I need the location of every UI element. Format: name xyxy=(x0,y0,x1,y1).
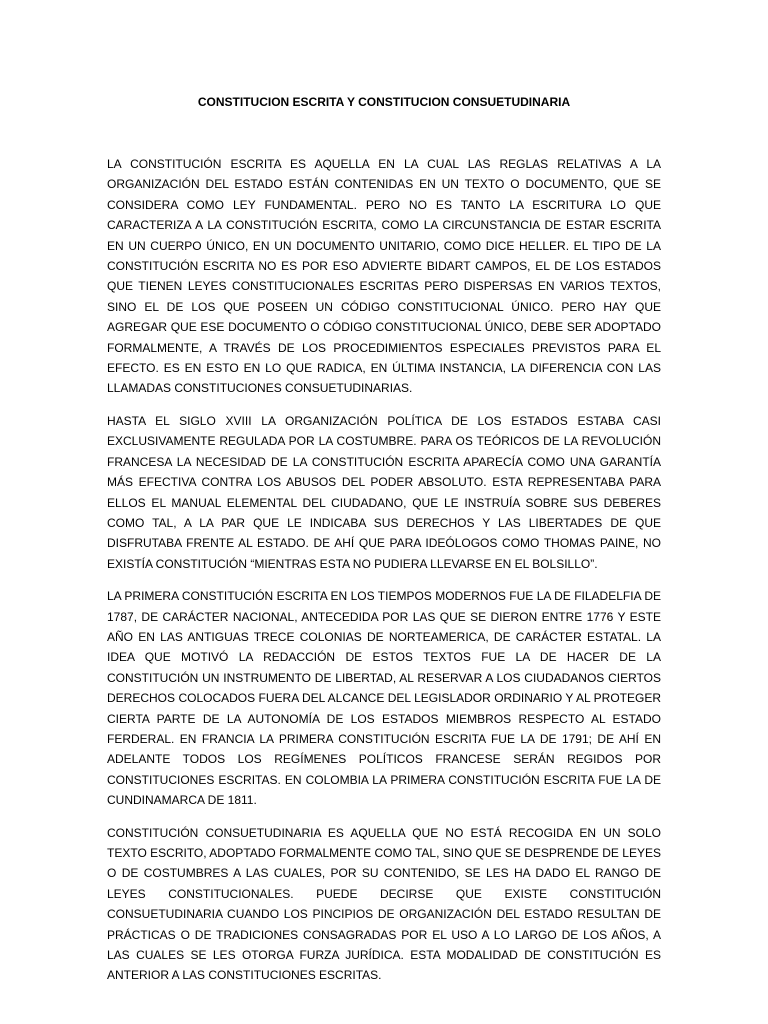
paragraph-siglo-xviii: HASTA EL SIGLO XVIII LA ORGANIZACIÓN POLÍTICA DE LOS ESTADOS ESTABA CASI EXCLUSIVAMENTE REGULADA POR LA COSTUMBRE. PARA OS TEÓRICOS DE LA REVOLUCIÓN FRANCESA LA NECESIDAD DE LA CONSTITUCIÓN ESCRITA APARECÍA COMO UNA GARANTÍA MÁS EFECTIVA CONTRA LOS ABUSOS DEL PODER ABSOLUTO. ESTA REPRESENTABA PARA ELLOS EL MANUAL ELEMENTAL DEL CIUDADANO, QUE LE INSTRUÍA SOBRE SUS DEBERES COMO TAL, A LA PAR QUE LE INDICABA SUS DERECHOS Y LAS LIBERTADES DE QUE DISFRUTABA FRENTE AL ESTADO. DE AHÍ QUE PARA IDEÓLOGOS COMO THOMAS PAINE, NO EXISTÍA CONSTITUCIÓN “MIENTRAS ESTA NO PUDIERA LLEVARSE EN EL BOLSILLO”. xyxy=(107,413,661,571)
paragraph-constitucion-consuetudinaria: CONSTITUCIÓN CONSUETUDINARIA ES AQUELLA QUE NO ESTÁ RECOGIDA EN UN SOLO TEXTO ESCRITO, ADOPTADO FORMALMENTE COMO TAL, SINO QUE SE DESPRENDE DE LEYES O DE COSTUMBRES A LAS CUALES, POR SU CONTENIDO, SE LES HA DADO EL RANGO DE LEYES CONSTITUCIONALES. PUEDE DECIRSE QUE EXISTE CONSTITUCIÓN CONSUETUDINARIA CUANDO LOS PINCIPIOS DE ORGANIZACIÓN DEL ESTADO RESULTAN DE PRÁCTICAS O DE TRADICIONES CONSAGRADAS POR EL USO A LO LARGO DE LOS AÑOS, A LAS CUALES SE LES OTORGA FURZA JURÍDICA. ESTA MODALIDAD DE CONSTITUCIÓN ES ANTERIOR A LAS CONSTITUCIONES ESCRITAS. xyxy=(107,825,661,983)
paragraph-primera-constitucion: LA PRIMERA CONSTITUCIÓN ESCRITA EN LOS TIEMPOS MODERNOS FUE LA DE FILADELFIA DE 1787, DE CARÁCTER NACIONAL, ANTECEDIDA POR LAS QUE SE DIERON ENTRE 1776 Y ESTE AÑO EN LAS ANTIGUAS TRECE COLONIAS DE NORTEAMERICA, DE CARÁCTER ESTATAL. LA IDEA QUE MOTIVÓ LA REDACCIÓN DE ESTOS TEXTOS FUE LA DE HACER DE LA CONSTITUCIÓN UN INSTRUMENTO DE LIBERTAD, AL RESERVAR A LOS CIUDADANOS CIERTOS DERECHOS COLOCADOS FUERA DEL ALCANCE DEL LEGISLADOR ORDINARIO Y AL PROTEGER CIERTA PARTE DE LA AUTONOMÍA DE LOS ESTADOS MIEMBROS RESPECTO AL ESTADO FERDERAL. EN FRANCIA LA PRIMERA CONSTITUCIÓN ESCRITA FUE LA DE 1791; DE AHÍ EN ADELANTE TODOS LOS REGÍMENES POLÍTICOS FRANCESE SERÁN REGIDOS POR CONSTITUCIONES ESCRITAS. EN COLOMBIA LA PRIMERA CONSTITUCIÓN ESCRITA FUE LA DE CUNDINAMARCA DE 1811. xyxy=(107,589,661,808)
paragraph-constitucion-escrita: LA CONSTITUCIÓN ESCRITA ES AQUELLA EN LA CUAL LAS REGLAS RELATIVAS A LA ORGANIZACIÓN DEL ESTADO ESTÁN CONTENIDAS EN UN TEXTO O DOCUMENTO, QUE SE CONSIDERA COMO LEY FUNDAMENTAL. PERO NO ES TANTO LA ESCRITURA LO QUE CARACTERIZA A LA CONSTITUCIÓN ESCRITA, COMO LA CIRCUNSTANCIA DE ESTAR ESCRITA EN UN CUERPO ÚNICO, EN UN DOCUMENTO UNITARIO, COMO DICE HELLER. EL TIPO DE LA CONSTITUCIÓN ESCRITA NO ES POR ESO ADVIERTE BIDART CAMPOS, EL DE LOS ESTADOS QUE TIENEN LEYES CONSTITUCIONALES ESCRITAS PERO DISPERSAS EN VARIOS TEXTOS, SINO EL DE LOS QUE POSEEN UN CÓDIGO CONSTITUCIONAL ÚNICO. PERO HAY QUE AGREGAR QUE ESE DOCUMENTO O CÓDIGO CONSTITUCIONAL ÚNICO, DEBE SER ADOPTADO FORMALMENTE, A TRAVÉS DE LOS PROCEDIMIENTOS ESPECIALES PREVISTOS PARA EL EFECTO. ES EN ESTO EN LO QUE RADICA, EN ÚLTIMA INSTANCIA, LA DIFERENCIA CON LAS LLAMADAS CONSTITUCIONES CONSUETUDINARIAS. xyxy=(107,157,661,396)
document-title: CONSTITUCION ESCRITA Y CONSTITUCION CONSUETUDINARIA xyxy=(197,95,571,109)
